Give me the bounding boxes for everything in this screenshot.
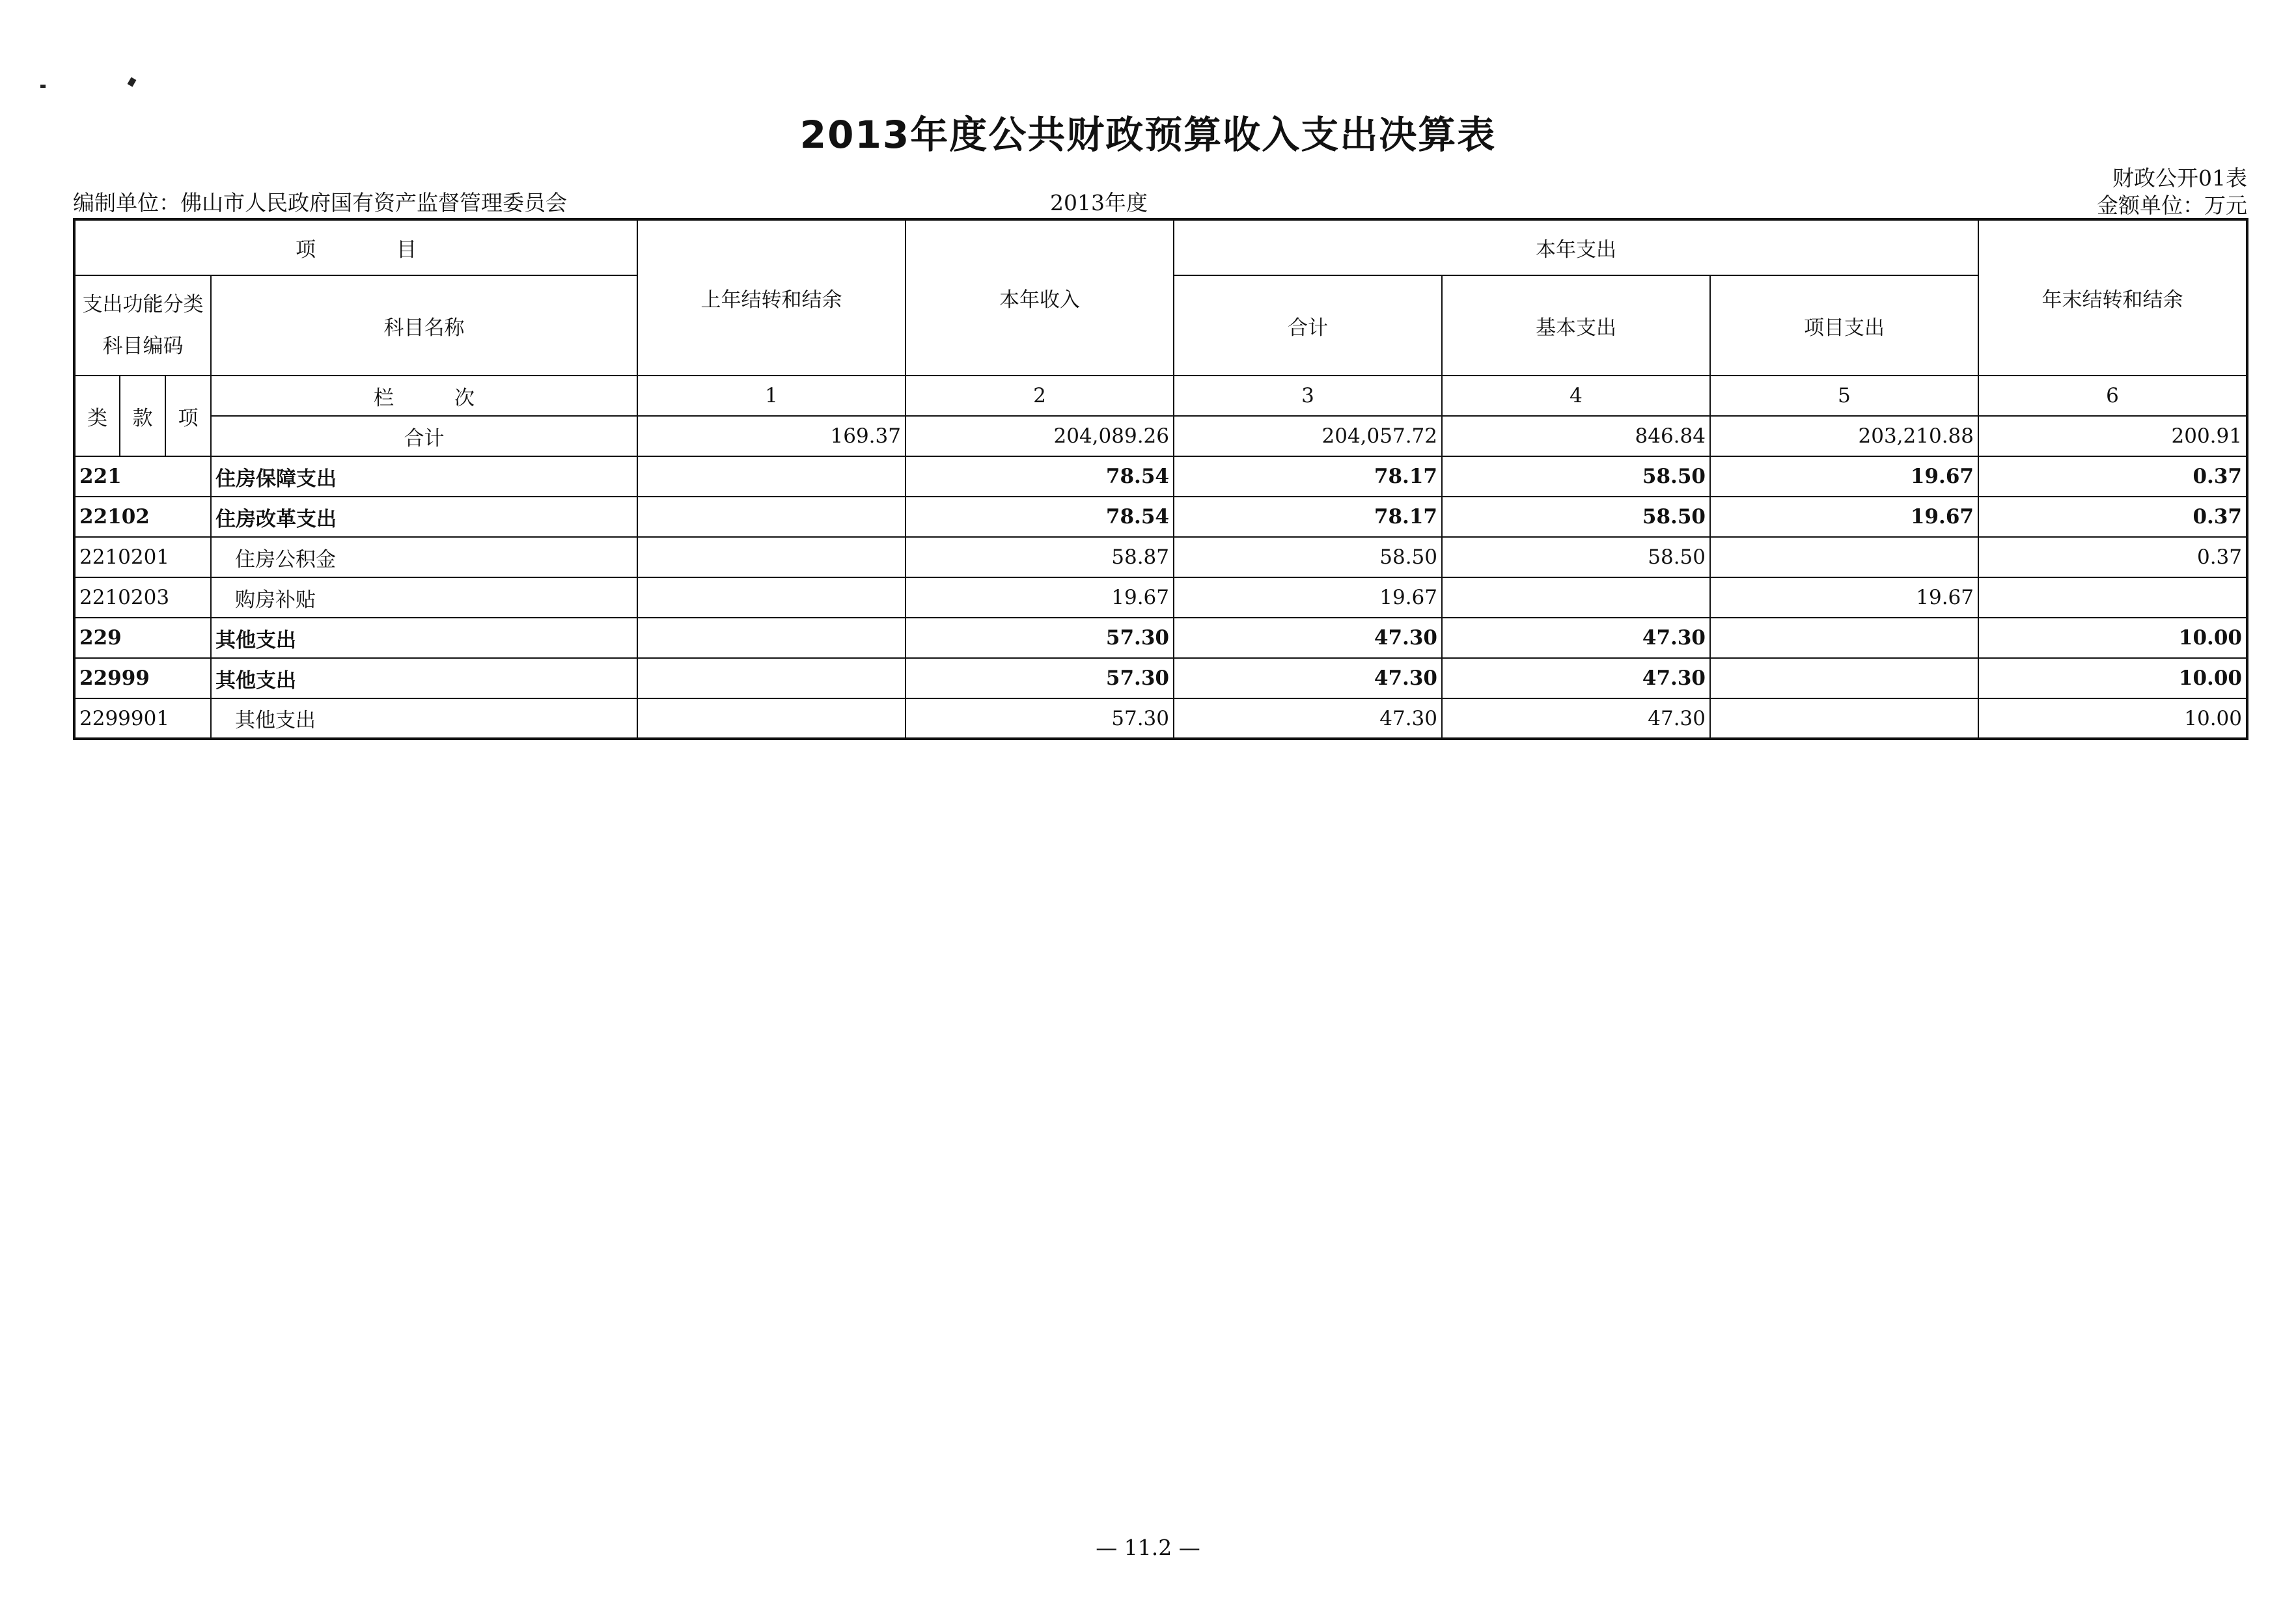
header-basic: 基本支出 [1442, 275, 1710, 376]
header-func-code: 支出功能分类科目编码 [74, 275, 211, 376]
row-total: 47.30 [1174, 658, 1442, 698]
header-expenditure: 本年支出 [1174, 219, 1978, 275]
compiling-unit: 编制单位：佛山市人民政府国有资产监督管理委员会 [73, 190, 567, 215]
row-project [1710, 618, 1978, 658]
row-basic: 58.50 [1442, 456, 1710, 497]
row-end: 10.00 [1978, 618, 2247, 658]
row-project: 19.67 [1710, 497, 1978, 537]
row-code: 221 [74, 456, 211, 497]
row-prev [637, 497, 906, 537]
table-row [74, 698, 2247, 739]
row-name: 其他支出 [211, 658, 637, 698]
row-total: 47.30 [1174, 698, 1442, 739]
row-code: 2210201 [74, 537, 211, 577]
row-total: 78.17 [1174, 497, 1442, 537]
scan-speck [128, 77, 137, 87]
row-total: 47.30 [1174, 618, 1442, 658]
col-number: 5 [1710, 376, 1978, 416]
total-project: 203,210.88 [1710, 416, 1978, 456]
total-income: 204,089.26 [906, 416, 1174, 456]
total-basic: 846.84 [1442, 416, 1710, 456]
col-number: 6 [1978, 376, 2247, 416]
row-project [1710, 698, 1978, 739]
row-basic [1442, 577, 1710, 618]
header-year-end: 年末结转和结余 [1978, 219, 2247, 376]
row-income: 19.67 [906, 577, 1174, 618]
row-end [1978, 577, 2247, 618]
page-number: — 11.2 — [1096, 1535, 1200, 1560]
header-income: 本年收入 [906, 219, 1174, 376]
table-row [74, 456, 2247, 497]
total-expenditure: 204,057.72 [1174, 416, 1442, 456]
row-code: 22102 [74, 497, 211, 537]
row-end: 0.37 [1978, 497, 2247, 537]
scan-speck [40, 85, 46, 88]
row-basic: 58.50 [1442, 537, 1710, 577]
row-income: 78.54 [906, 497, 1174, 537]
row-prev [637, 577, 906, 618]
total-prev: 169.37 [637, 416, 906, 456]
header-total: 合计 [1174, 275, 1442, 376]
row-income: 58.87 [906, 537, 1174, 577]
header-xiang: 项 [165, 376, 211, 456]
row-end: 10.00 [1978, 658, 2247, 698]
header-lei: 类 [74, 376, 120, 456]
row-prev [637, 537, 906, 577]
header-prev-balance: 上年结转和结余 [637, 219, 906, 376]
row-income: 57.30 [906, 658, 1174, 698]
row-basic: 47.30 [1442, 698, 1710, 739]
row-income: 78.54 [906, 456, 1174, 497]
row-code: 229 [74, 618, 211, 658]
row-prev [637, 698, 906, 739]
header-kuan: 款 [120, 376, 165, 456]
col-number: 2 [906, 376, 1174, 416]
row-code: 2210203 [74, 577, 211, 618]
row-name: 其他支出 [211, 698, 637, 739]
row-project: 19.67 [1710, 456, 1978, 497]
row-project [1710, 658, 1978, 698]
row-basic: 47.30 [1442, 658, 1710, 698]
row-code: 22999 [74, 658, 211, 698]
amount-unit: 金额单位：万元 [2097, 193, 2247, 218]
table-row [74, 618, 2247, 658]
page-title: 2013年度公共财政预算收入支出决算表 [799, 113, 1497, 157]
header-project: 项目支出 [1710, 275, 1978, 376]
row-total: 78.17 [1174, 456, 1442, 497]
header-item: 项 目 [74, 219, 637, 275]
row-end: 0.37 [1978, 537, 2247, 577]
table-row [74, 577, 2247, 618]
fiscal-year: 2013年度 [1050, 190, 1148, 215]
row-name: 住房保障支出 [211, 456, 637, 497]
row-prev [637, 658, 906, 698]
header-col-label: 栏 次 [211, 376, 637, 416]
total-row [74, 416, 2247, 456]
row-end: 0.37 [1978, 456, 2247, 497]
col-number: 1 [637, 376, 906, 416]
table-row [74, 497, 2247, 537]
row-code: 2299901 [74, 698, 211, 739]
col-number: 3 [1174, 376, 1442, 416]
row-total: 19.67 [1174, 577, 1442, 618]
row-name: 其他支出 [211, 618, 637, 658]
row-project [1710, 537, 1978, 577]
form-code: 财政公开01表 [2112, 165, 2247, 191]
row-income: 57.30 [906, 698, 1174, 739]
col-number: 4 [1442, 376, 1710, 416]
table-row [74, 658, 2247, 698]
total-end: 200.91 [1978, 416, 2247, 456]
table-row [74, 537, 2247, 577]
row-name: 住房公积金 [211, 537, 637, 577]
row-total: 58.50 [1174, 537, 1442, 577]
row-basic: 58.50 [1442, 497, 1710, 537]
row-prev [637, 456, 906, 497]
row-end: 10.00 [1978, 698, 2247, 739]
row-name: 购房补贴 [211, 577, 637, 618]
row-name: 住房改革支出 [211, 497, 637, 537]
row-project: 19.67 [1710, 577, 1978, 618]
total-label: 合计 [211, 416, 637, 456]
row-income: 57.30 [906, 618, 1174, 658]
budget-table [73, 218, 2248, 740]
header-subject-name: 科目名称 [211, 275, 637, 376]
row-basic: 47.30 [1442, 618, 1710, 658]
row-prev [637, 618, 906, 658]
